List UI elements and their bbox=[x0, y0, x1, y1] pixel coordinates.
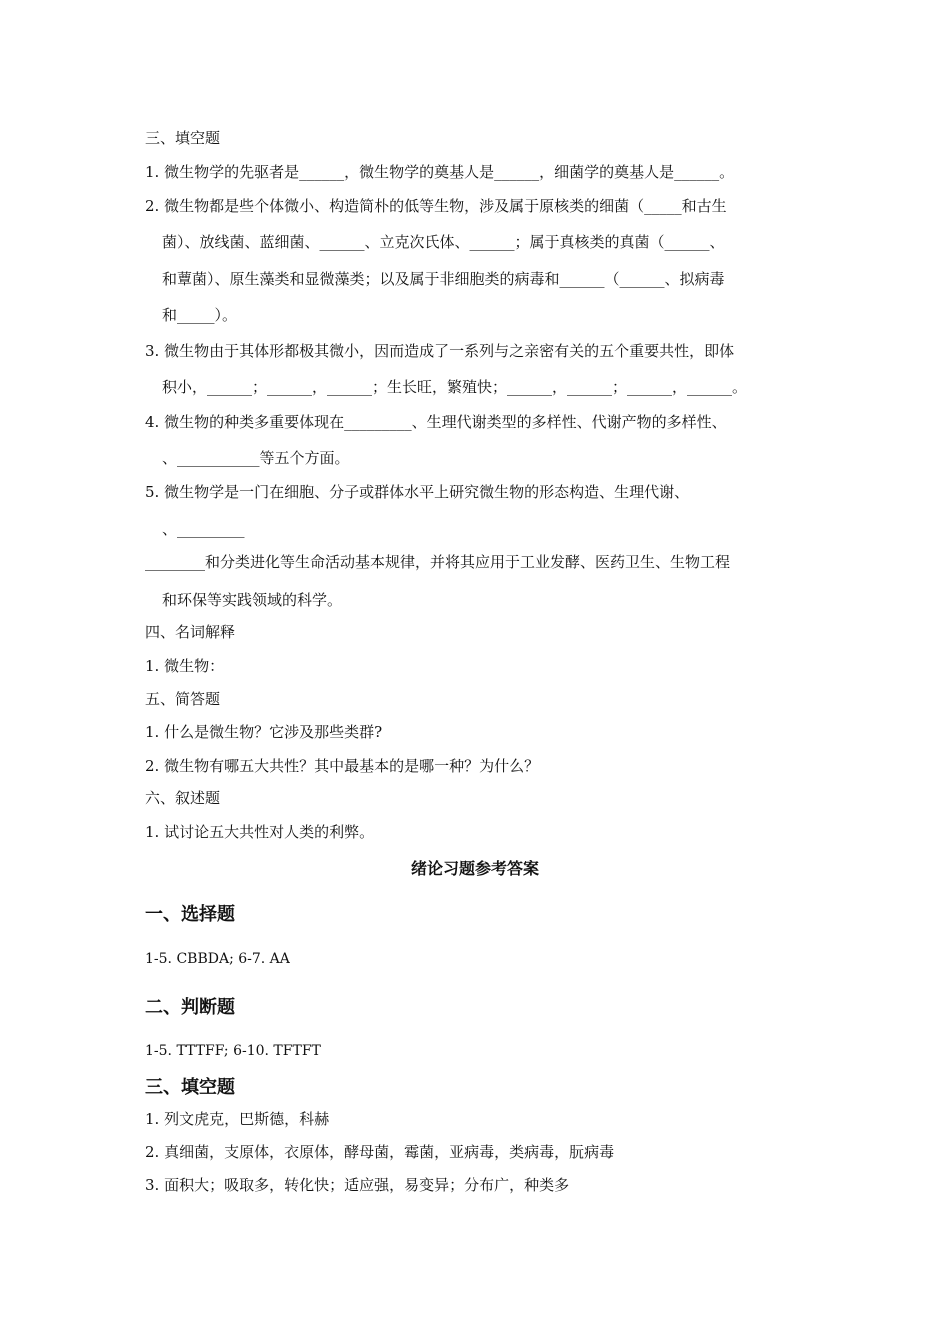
judge-answers: 1-5. TTTFF; 6-10. TFTFT bbox=[145, 1043, 321, 1059]
short-section-heading: 五、简答题 bbox=[145, 690, 221, 708]
question-4-line-1: 4. 微生物的种类多重要体现在_________、生理代谢类型的多样性、代谢产物的多样性、 bbox=[145, 413, 727, 431]
question-1: 1. 微生物学的先驱者是______，微生物学的奠基人是______，细菌学的奠基人是______。 bbox=[145, 163, 735, 181]
essay-section-heading: 六、叙述题 bbox=[145, 789, 221, 807]
question-2-line-1: 2. 微生物都是些个体微小、构造简朴的低等生物，涉及属于原核类的细菌（_____和古生 bbox=[145, 197, 727, 215]
question-2-line-4: 和_____）。 bbox=[162, 306, 238, 324]
term-question-1: 1. 微生物： bbox=[145, 657, 225, 675]
question-5-line-2: 、_________ bbox=[162, 520, 245, 538]
answers-title: 绪论习题参考答案 bbox=[410, 859, 539, 878]
judge-answers-heading: 二、判断题 bbox=[145, 997, 235, 1018]
essay-question-1: 1. 试讨论五大共性对人类的利弊。 bbox=[145, 823, 375, 841]
choice-answers: 1-5. CBBDA; 6-7. AA bbox=[145, 951, 290, 967]
fill-answers-heading: 三、填空题 bbox=[145, 1077, 235, 1098]
fill-answer-3: 3. 面积大；吸取多，转化快；适应强，易变异；分布广，种类多 bbox=[145, 1176, 570, 1194]
term-section-heading: 四、名词解释 bbox=[145, 623, 236, 641]
question-3-line-1: 3. 微生物由于其体形都极其微小，因而造成了一系列与之亲密有关的五个重要共性，即体 bbox=[145, 342, 735, 360]
question-2-line-3: 和蕈菌）、原生藻类和显微藻类；以及属于非细胞类的病毒和______（______、拟病毒 bbox=[162, 270, 725, 288]
fill-section-heading: 三、填空题 bbox=[145, 129, 221, 147]
question-2-line-2: 菌）、放线菌、蓝细菌、______、立克次氏体、______；属于真核类的真菌（______、 bbox=[162, 233, 725, 251]
short-question-2: 2. 微生物有哪五大共性？其中最基本的是哪一种？为什么？ bbox=[145, 757, 540, 775]
choice-answers-heading: 一、选择题 bbox=[145, 904, 235, 925]
question-4-line-2: 、___________等五个方面。 bbox=[162, 449, 350, 467]
question-5-line-1: 5. 微生物学是一门在细胞、分子或群体水平上研究微生物的形态构造、生理代谢、 bbox=[145, 483, 690, 501]
short-question-1: 1. 什么是微生物？它涉及那些类群? bbox=[145, 723, 383, 741]
fill-answer-2: 2. 真细菌，支原体，衣原体，酵母菌，霉菌，亚病毒，类病毒，朊病毒 bbox=[145, 1143, 615, 1161]
question-5-line-3: ________和分类进化等生命活动基本规律，并将其应用于工业发酵、医药卫生、生物工程 bbox=[145, 553, 731, 571]
question-5-line-4: 和环保等实践领域的科学。 bbox=[162, 591, 343, 609]
question-3-line-2: 积小，______；______，______；生长旺，繁殖快；______，______；______，______。 bbox=[162, 378, 748, 396]
fill-answer-1: 1. 列文虎克，巴斯德，科赫 bbox=[145, 1110, 330, 1128]
